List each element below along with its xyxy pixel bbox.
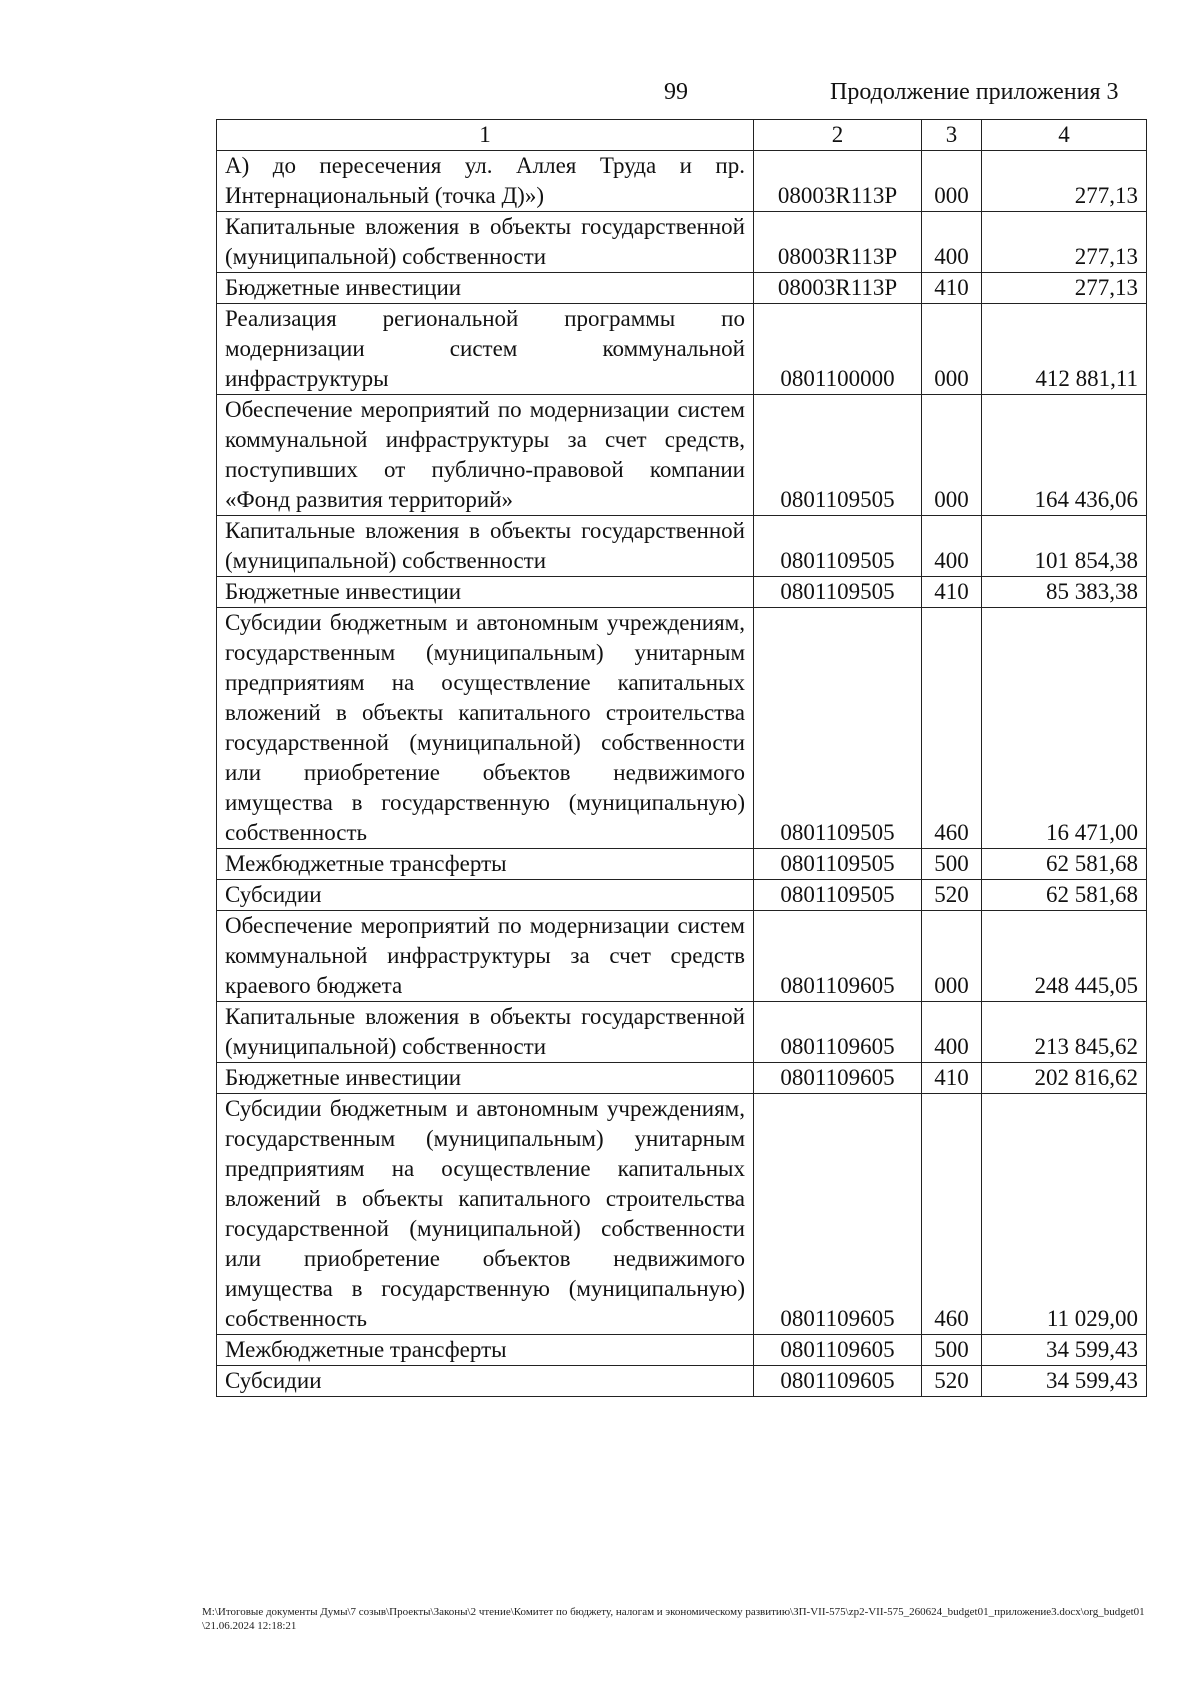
row-sum-cell: 277,13 xyxy=(982,273,1147,304)
row-sum-cell: 34 599,43 xyxy=(982,1366,1147,1397)
row-code-cell: 0801109505 xyxy=(754,849,922,880)
row-sum-cell: 412 881,11 xyxy=(982,304,1147,395)
row-expense-type-cell: 410 xyxy=(922,1063,982,1094)
row-code-cell: 0801109605 xyxy=(754,1002,922,1063)
row-name-cell: Реализация региональной программы по модернизации систем коммунальной инфраструктуры xyxy=(217,304,754,395)
row-sum-cell: 248 445,05 xyxy=(982,911,1147,1002)
row-expense-type-cell: 400 xyxy=(922,212,982,273)
row-code-cell: 0801109605 xyxy=(754,911,922,1002)
row-expense-type-cell: 000 xyxy=(922,395,982,516)
document-path-footer: М:\Итоговые документы Думы\7 созыв\Проекты\Законы\2 чтение\Комитет по бюджету, налогам и экономическому развитию\ЗП-VII-575\zp2-VII-575_260624_budget01_приложение3.docx\org_budget01\21.06.2024 12:18:21 xyxy=(202,1606,1145,1632)
row-name-cell: Бюджетные инвестиции xyxy=(217,1063,754,1094)
row-expense-type-cell: 520 xyxy=(922,1366,982,1397)
row-name-cell: А) до пересечения ул. Аллея Труда и пр. Интернациональный (точка Д)») xyxy=(217,151,754,212)
row-sum-cell: 62 581,68 xyxy=(982,880,1147,911)
row-code-cell: 0801100000 xyxy=(754,304,922,395)
row-code-cell: 0801109605 xyxy=(754,1335,922,1366)
table-row xyxy=(217,608,1147,849)
row-name-cell: Капитальные вложения в объекты государственной (муниципальной) собственности xyxy=(217,212,754,273)
row-expense-type-cell: 520 xyxy=(922,880,982,911)
row-name-cell: Межбюджетные трансферты xyxy=(217,849,754,880)
row-name-cell: Субсидии xyxy=(217,880,754,911)
row-name-cell: Обеспечение мероприятий по модернизации систем коммунальной инфраструктуры за счет средств, поступивших от публично-правовой компании «Фонд развития территорий» xyxy=(217,395,754,516)
continuation-title: Продолжение приложения 3 xyxy=(830,79,1119,105)
row-code-cell: 0801109505 xyxy=(754,608,922,849)
page-number: 99 xyxy=(664,79,688,105)
budget-table xyxy=(216,119,1147,1397)
row-code-cell: 08003R113P xyxy=(754,151,922,212)
row-expense-type-cell: 400 xyxy=(922,516,982,577)
table-row xyxy=(217,151,1147,212)
row-expense-type-cell: 400 xyxy=(922,1002,982,1063)
row-expense-type-cell: 410 xyxy=(922,273,982,304)
row-sum-cell: 202 816,62 xyxy=(982,1063,1147,1094)
table-row xyxy=(217,849,1147,880)
row-name-cell: Обеспечение мероприятий по модернизации систем коммунальной инфраструктуры за счет средств краевого бюджета xyxy=(217,911,754,1002)
table-row xyxy=(217,1366,1147,1397)
row-code-cell: 0801109605 xyxy=(754,1094,922,1335)
row-name-cell: Субсидии бюджетным и автономным учреждениям, государственным (муниципальным) унитарным предприятиям на осуществление капитальных вложений в объекты капитального строительства государственной (муниципальной) собственности или приобретение объектов недвижимого имущества в государственную (муниципальную) собственность xyxy=(217,1094,754,1335)
row-code-cell: 0801109605 xyxy=(754,1366,922,1397)
row-sum-cell: 85 383,38 xyxy=(982,577,1147,608)
row-sum-cell: 213 845,62 xyxy=(982,1002,1147,1063)
table-row xyxy=(217,395,1147,516)
column-header: 4 xyxy=(982,120,1147,151)
table-row xyxy=(217,1335,1147,1366)
table-row xyxy=(217,1063,1147,1094)
row-sum-cell: 164 436,06 xyxy=(982,395,1147,516)
table-row xyxy=(217,911,1147,1002)
row-expense-type-cell: 000 xyxy=(922,304,982,395)
table-row xyxy=(217,516,1147,577)
table-row xyxy=(217,1094,1147,1335)
row-code-cell: 0801109505 xyxy=(754,880,922,911)
row-sum-cell: 277,13 xyxy=(982,151,1147,212)
row-sum-cell: 277,13 xyxy=(982,212,1147,273)
row-sum-cell: 16 471,00 xyxy=(982,608,1147,849)
row-name-cell: Бюджетные инвестиции xyxy=(217,577,754,608)
table-row xyxy=(217,273,1147,304)
row-code-cell: 0801109505 xyxy=(754,577,922,608)
row-sum-cell: 62 581,68 xyxy=(982,849,1147,880)
row-code-cell: 0801109505 xyxy=(754,395,922,516)
column-header: 3 xyxy=(922,120,982,151)
column-header: 2 xyxy=(754,120,922,151)
row-name-cell: Субсидии бюджетным и автономным учреждениям, государственным (муниципальным) унитарным предприятиям на осуществление капитальных вложений в объекты капитального строительства государственной (муниципальной) собственности или приобретение объектов недвижимого имущества в государственную (муниципальную) собственность xyxy=(217,608,754,849)
column-header: 1 xyxy=(217,120,754,151)
row-code-cell: 08003R113P xyxy=(754,273,922,304)
row-sum-cell: 34 599,43 xyxy=(982,1335,1147,1366)
table-row xyxy=(217,880,1147,911)
row-expense-type-cell: 500 xyxy=(922,1335,982,1366)
row-name-cell: Капитальные вложения в объекты государственной (муниципальной) собственности xyxy=(217,1002,754,1063)
row-expense-type-cell: 410 xyxy=(922,577,982,608)
row-name-cell: Субсидии xyxy=(217,1366,754,1397)
row-name-cell: Межбюджетные трансферты xyxy=(217,1335,754,1366)
row-code-cell: 08003R113P xyxy=(754,212,922,273)
row-code-cell: 0801109605 xyxy=(754,1063,922,1094)
row-sum-cell: 101 854,38 xyxy=(982,516,1147,577)
row-sum-cell: 11 029,00 xyxy=(982,1094,1147,1335)
row-name-cell: Капитальные вложения в объекты государственной (муниципальной) собственности xyxy=(217,516,754,577)
row-name-cell: Бюджетные инвестиции xyxy=(217,273,754,304)
row-expense-type-cell: 000 xyxy=(922,911,982,1002)
row-expense-type-cell: 460 xyxy=(922,608,982,849)
budget-table-body xyxy=(217,120,1147,1397)
row-expense-type-cell: 500 xyxy=(922,849,982,880)
row-code-cell: 0801109505 xyxy=(754,516,922,577)
table-row xyxy=(217,577,1147,608)
row-expense-type-cell: 000 xyxy=(922,151,982,212)
table-row xyxy=(217,304,1147,395)
table-header-row xyxy=(217,120,1147,151)
row-expense-type-cell: 460 xyxy=(922,1094,982,1335)
table-row xyxy=(217,1002,1147,1063)
table-row xyxy=(217,212,1147,273)
